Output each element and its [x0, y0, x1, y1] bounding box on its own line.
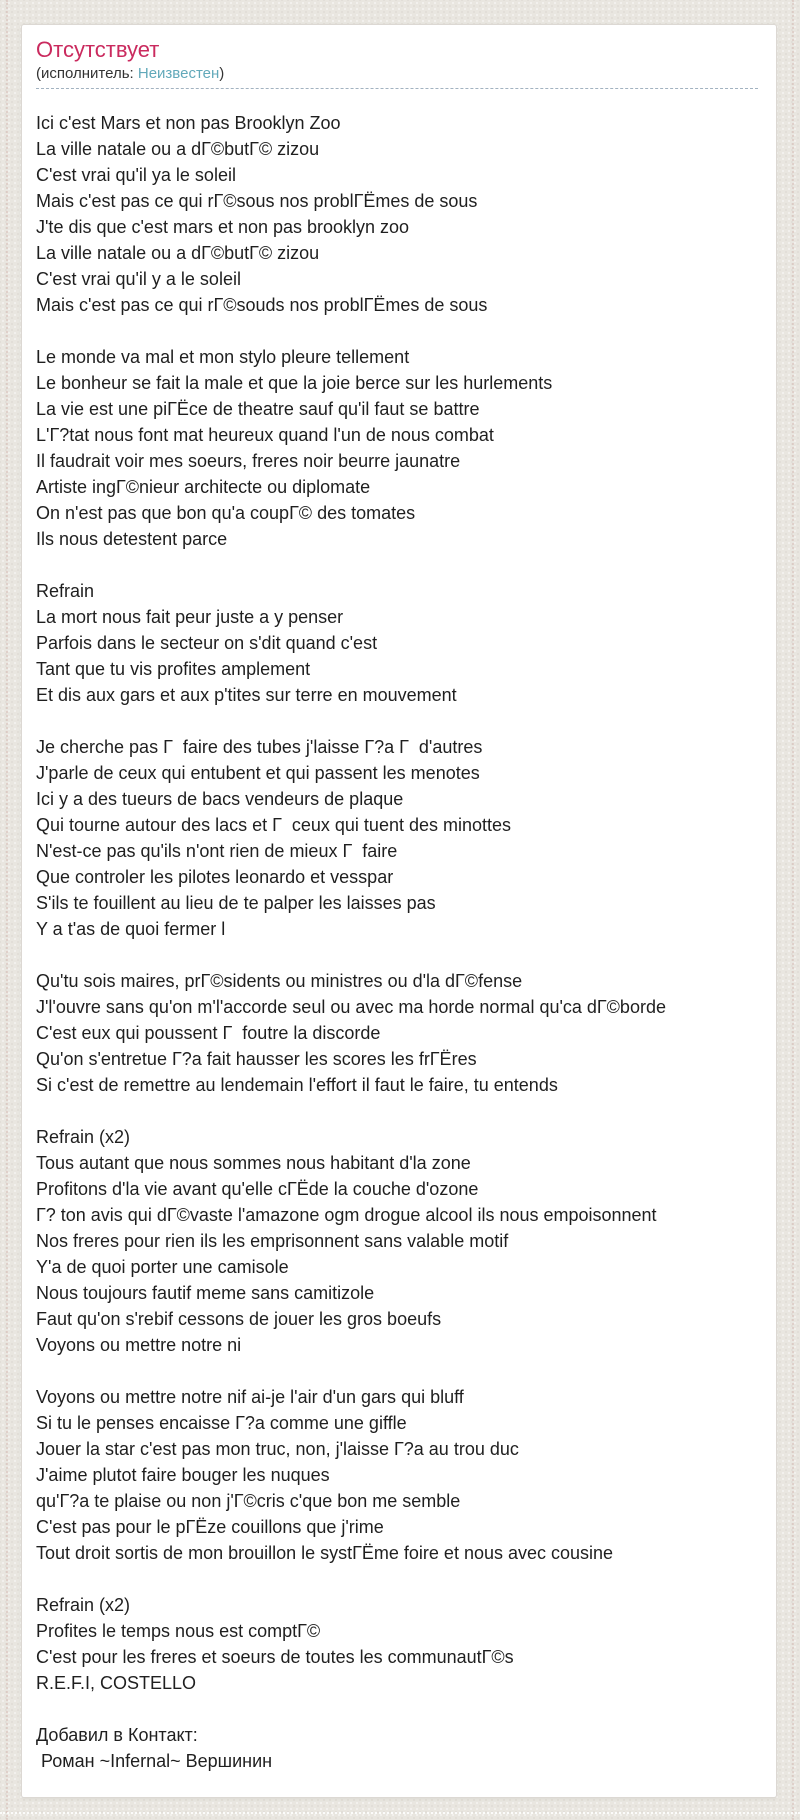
lyric-line: Qui tourne autour des lacs et Г ceux qui tuent des minottes [36, 815, 512, 835]
lyric-line: Qu'on s'entretue Г?a fait hausser les scores les frГЁres [36, 1049, 477, 1069]
lyric-line: Mais c'est pas ce qui rГ©souds nos problГЁmes de sous [36, 295, 488, 315]
left-edge-texture [6, 0, 8, 1820]
lyric-line: Voyons ou mettre notre nif ai-je l'air d'un gars qui bluff [36, 1387, 464, 1407]
lyric-line: La ville natale ou a dГ©butГ© zizou [36, 139, 320, 159]
lyric-line: J'te dis que c'est mars et non pas brooklyn zoo [36, 217, 410, 237]
lyrics-card [21, 24, 777, 1798]
lyric-line: Si c'est de remettre au lendemain l'effort il faut le faire, tu entends [36, 1075, 558, 1095]
lyric-line: On n'est pas que bon qu'a coupГ© des tomates [36, 503, 416, 523]
artist-link[interactable]: Неизвестен [137, 65, 220, 82]
lyric-line: La vie est une piГЁce de theatre sauf qu'il faut se battre [36, 399, 480, 419]
lyrics-text [36, 110, 758, 1774]
stanza [36, 1722, 758, 1774]
lyric-line: J'parle de ceux qui entubent et qui passent les menotes [36, 763, 480, 783]
artist-line [36, 64, 758, 84]
lyric-line: Profites le temps nous est comptГ© [36, 1621, 321, 1641]
lyric-line: C'est pour les freres et soeurs de toutes les communautГ©s [36, 1647, 514, 1667]
lyric-line: Profitons d'la vie avant qu'elle cГЁde la couche d'ozone [36, 1179, 479, 1199]
lyric-line: Faut qu'on s'rebif cessons de jouer les gros boeufs [36, 1309, 442, 1329]
lyric-line: C'est pas pour le pГЁze couillons que j'rime [36, 1517, 384, 1537]
lyric-line: Il faudrait voir mes soeurs, freres noir beurre jaunatre [36, 451, 461, 471]
lyric-line: C'est vrai qu'il y a le soleil [36, 269, 241, 289]
lyric-line: Ici c'est Mars et non pas Brooklyn Zoo [36, 113, 341, 133]
lyric-line: Je cherche pas Г faire des tubes j'laisse Г?a Г d'autres [36, 737, 483, 757]
lyric-line: Y'a de quoi porter une camisole [36, 1257, 289, 1277]
lyric-line: La mort nous fait peur juste a y penser [36, 607, 344, 627]
artist-line-close: ) [219, 65, 225, 82]
lyric-line: Refrain (x2) [36, 1127, 131, 1147]
lyric-line: Nous toujours fautif meme sans camitizole [36, 1283, 375, 1303]
lyric-line: J'l'ouvre sans qu'on m'l'accorde seul ou avec ma horde normal qu'ca dГ©borde [36, 997, 666, 1017]
lyric-line: Refrain (x2) [36, 1595, 131, 1615]
lyric-line: Добавил в Контакт: [36, 1725, 198, 1745]
lyric-line: Г? ton avis qui dГ©vaste l'amazone ogm drogue alcool ils nous empoisonnent [36, 1205, 657, 1225]
lyric-line: Refrain [36, 581, 95, 601]
lyric-line: Jouer la star c'est pas mon truc, non, j'laisse Г?a au trou duc [36, 1439, 519, 1459]
stanza [36, 1384, 758, 1566]
lyric-line: Parfois dans le secteur on s'dit quand c'est [36, 633, 378, 653]
dashed-separator [36, 88, 758, 89]
bottom-dotted-line [0, 1812, 800, 1814]
lyric-line: Ici y a des tueurs de bacs vendeurs de plaque [36, 789, 404, 809]
lyric-line: Nos freres pour rien ils les emprisonnent sans valable motif [36, 1231, 509, 1251]
stanza [36, 110, 758, 318]
lyric-line: Y a t'as de quoi fermer l [36, 919, 226, 939]
lyric-line: Et dis aux gars et aux p'tites sur terre en mouvement [36, 685, 457, 705]
lyric-line: J'aime plutot faire bouger les nuques [36, 1465, 330, 1485]
lyric-line: S'ils te fouillent au lieu de te palper les laisses pas [36, 893, 436, 913]
lyric-line: Tous autant que nous sommes nous habitant d'la zone [36, 1153, 471, 1173]
artist-label: (исполнитель: [36, 65, 138, 82]
lyric-line: La ville natale ou a dГ©butГ© zizou [36, 243, 320, 263]
lyric-line: Le monde va mal et mon stylo pleure tellement [36, 347, 410, 367]
lyric-line: Tout droit sortis de mon brouillon le systГЁme foire et nous avec cousine [36, 1543, 614, 1563]
stanza [36, 734, 758, 942]
lyric-line: Tant que tu vis profites amplement [36, 659, 311, 679]
lyric-line: R.E.F.I, COSTELLO [36, 1673, 197, 1693]
stanza [36, 1124, 758, 1358]
lyric-line: qu'Г?a te plaise ou non j'Г©cris c'que bon me semble [36, 1491, 461, 1511]
lyric-line: Qu'tu sois maires, prГ©sidents ou ministres ou d'la dГ©fense [36, 971, 523, 991]
lyric-line: Ils nous detestent parce [36, 529, 228, 549]
lyric-line: C'est vrai qu'il ya le soleil [36, 165, 236, 185]
lyric-line: N'est-ce pas qu'ils n'ont rien de mieux Г faire [36, 841, 398, 861]
stanza [36, 344, 758, 552]
lyric-line: Voyons ou mettre notre ni [36, 1335, 242, 1355]
lyric-line: Si tu le penses encaisse Г?a comme une giffle [36, 1413, 407, 1433]
lyric-line: Le bonheur se fait la male et que la joie berce sur les hurlements [36, 373, 553, 393]
right-edge-texture [792, 0, 794, 1820]
stanza [36, 578, 758, 708]
lyric-line: Роман ~Infernal~ Вершинин [36, 1751, 273, 1771]
lyric-line: Mais c'est pas ce qui rГ©sous nos problГЁmes de sous [36, 191, 478, 211]
stanza [36, 968, 758, 1098]
song-title[interactable]: Отсутствует [36, 37, 160, 62]
stanza [36, 1592, 758, 1696]
lyric-line: Que controler les pilotes leonardo et vesspar [36, 867, 394, 887]
lyric-line: L'Г?tat nous font mat heureux quand l'un de nous combat [36, 425, 494, 445]
lyric-line: Artiste ingГ©nieur architecte ou diplomate [36, 477, 371, 497]
lyric-line: C'est eux qui poussent Г foutre la discorde [36, 1023, 381, 1043]
